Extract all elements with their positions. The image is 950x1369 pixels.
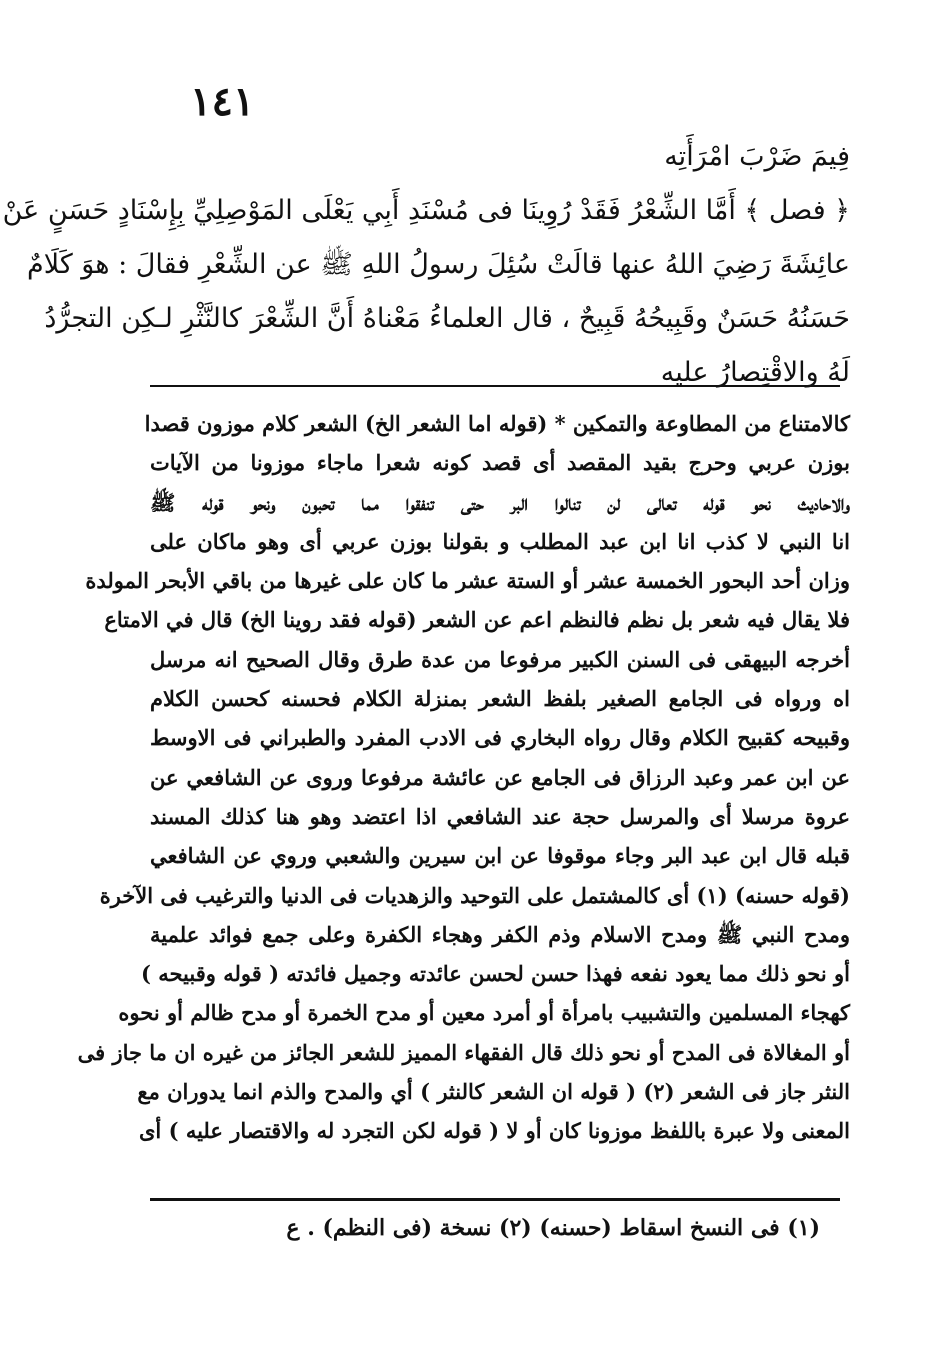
commentary-line: بوزن عربي وحرج بقيد المقصد أى قصد كونه شعرا ماجاء موزونا من الآيات (150, 450, 850, 476)
commentary-line: النثر جاز فى الشعر (٢) ( قوله ان الشعر كالنثر ) أي والمدح والذم انما يدوران مع (137, 1079, 850, 1105)
commentary-line: كالامتناع من المطاوعة والتمكين * (قوله اما الشعر الخ) الشعر كلام موزون قصدا (144, 411, 850, 436)
commentary-line: عروة مرسلا أى والمرسل حجة عند الشافعي اذا اعتضد وهو هنا كذلك المسند (150, 803, 850, 829)
commentary-line: (قوله حسنه) (١) أى كالمشتمل على التوحيد والزهديات فى الدنيا والترغيب فى الآخرة (99, 882, 850, 908)
main-text-line: ﴿ فصل ﴾ أَمَّا الشِّعْرُ فَقَدْ رُوِينَا فى مُسْنَدِ أَبِي يَعْلَى المَوْصِلِيِّ بِإِسْنَادٍ حَسَنٍ عَنْ (2, 195, 850, 226)
main-text-line: حَسَنُهُ حَسَنٌ وقَبِيحُهُ قَبِيحٌ ، قال العلماءُ مَعْناهُ أَنَّ الشِّعْرَ كالنَّثْرِ لـكِن التجرُّدُ (44, 303, 850, 334)
commentary-line: والاحاديث نحو قوله تعالى لن تنالوا البر حتى تنفقوا مما تحبون ونحو قوله ﷺ (150, 489, 850, 515)
bottom-divider (150, 1198, 840, 1201)
commentary-block (77, 404, 850, 1151)
main-text-line: لَهُ والاقْتِصارُ عليه (660, 357, 850, 388)
commentary-line: أو نحو ذلك مما يعود نفعه فهذا حسن لحسن عائدته وجميل فائدته ( قوله وقبيحه ) (140, 961, 850, 987)
commentary-line: فلا يقال فيه شعر بل نظم فالنظم اعم عن الشعر (قوله فقد روينا الخ) قال في الامتاع (104, 607, 850, 633)
main-text-line: عائِشَةَ رَضِيَ اللهُ عنها قالَتْ سُئِلَ رسولُ اللهِ ﷺ عن الشِّعْرِ فقالَ : هوَ كَلَامٌ (27, 249, 850, 280)
commentary-line: ومدح النبي ﷺ ومدح الاسلام وذم الكفر وهجاء الكفرة وعلى جمع فوائد علمية (150, 921, 850, 947)
commentary-line: كهجاء المسلمين والتشبيب بامرأة أو أمرد معين أو مدح الخمرة أو مدح ظالم أو نحوه (118, 1000, 850, 1026)
footnote: (١) فى النسخ اسقاط (حسنه) (٢) نسخة (فى النظم) . ع (286, 1215, 820, 1241)
commentary-line: وقبيحه كقبيح الكلام وقال رواه البخاري فى الادب المفرد والطبراني فى الاوسط (150, 725, 850, 751)
main-text-block (2, 130, 850, 400)
commentary-line: أو المغالاة فى المدح أو نحو ذلك قال الفقهاء المميز للشعر الجائز من غيره ان ما جاز فى (77, 1039, 850, 1065)
main-text-line: فِيمَ ضَرْبَ امْرَأَتِه (664, 141, 850, 172)
commentary-line: عن ابن عمر وعبد الرزاق فى الجامع عن عائشة مرفوعا وروى عن الشافعي عن (150, 764, 850, 790)
commentary-line: قبله قال ابن عبد البر وجاء موقوفا عن ابن سيرين والشعبي وروي عن الشافعي (150, 843, 850, 869)
commentary-line: المعنى ولا عبرة باللفظ موزونا كان أو لا ( قوله لكن التجرد له والاقتصار عليه ) أى (139, 1118, 850, 1144)
page-number: ١٤١ (190, 78, 255, 125)
commentary-line: اه ورواه فى الجامع الصغير بلفظ الشعر بمنزلة الكلام فحسنه كحسن الكلام (150, 686, 850, 712)
commentary-line: أخرجه البيهقى فى السنن الكبير مرفوعا من عدة طرق وقال الصحيح انه مرسل (150, 646, 850, 672)
commentary-line: انا النبي لا كذب انا ابن عبد المطلب و بقولنا بوزن عربي أى وهو ماكان على (150, 528, 850, 554)
top-divider (150, 385, 840, 387)
commentary-line: وزان أحد البحور الخمسة عشر أو الستة عشر ما كان على غيرها من باقي الأبحر المولدة (85, 568, 850, 594)
